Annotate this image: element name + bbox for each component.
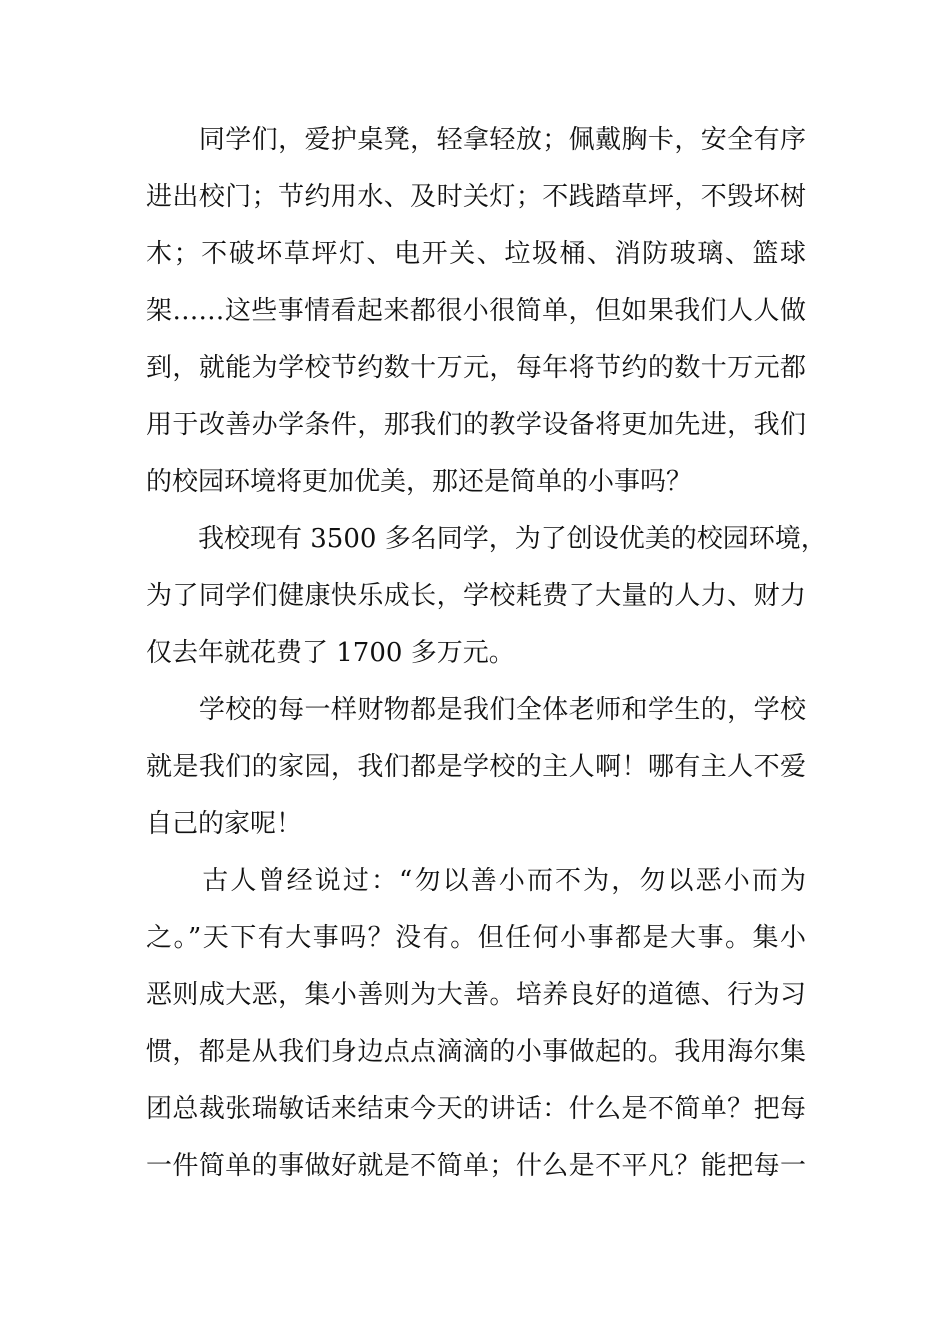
text-line: 一件简单的事做好就是不简单；什么是不平凡？能把每一 xyxy=(146,1151,806,1181)
text-line: 我校现有 3500 多名同学，为了创设优美的校园环境， xyxy=(146,524,827,554)
text-line: 学校的每一样财物都是我们全体老师和学生的，学校 xyxy=(146,695,806,725)
text-line: 同学们，爱护桌凳，轻拿轻放；佩戴胸卡，安全有序 xyxy=(146,125,806,155)
text-line: 惯，都是从我们身边点点滴滴的小事做起的。我用海尔集 xyxy=(146,1037,806,1067)
text-line: 仅去年就花费了 1700 多万元。 xyxy=(146,638,515,668)
text-line: 团总裁张瑞敏话来结束今天的讲话：什么是不简单？把每 xyxy=(146,1094,806,1124)
text-line: 木；不破坏草坪灯、电开关、垃圾桶、消防玻璃、篮球 xyxy=(146,239,806,269)
text-line: 进出校门；节约用水、及时关灯；不践踏草坪，不毁坏树 xyxy=(146,182,806,212)
text-line: 架……这些事情看起来都很小很简单，但如果我们人人做 xyxy=(146,296,806,326)
text-line: 的校园环境将更加优美，那还是简单的小事吗？ xyxy=(146,467,693,497)
text-line: 恶则成大恶，集小善则为大善。培养良好的道德、行为习 xyxy=(146,980,806,1010)
text-line: 自己的家呢！ xyxy=(146,809,303,839)
text-line: 就是我们的家园，我们都是学校的主人啊！哪有主人不爱 xyxy=(146,752,806,782)
text-line: 古人曾经说过：“勿以善小而不为，勿以恶小而为 xyxy=(146,866,806,896)
text-line: 用于改善办学条件，那我们的教学设备将更加先进，我们 xyxy=(146,410,806,440)
text-line: 为了同学们健康快乐成长，学校耗费了大量的人力、财力 xyxy=(146,581,806,611)
text-line: 到，就能为学校节约数十万元，每年将节约的数十万元都 xyxy=(146,353,806,383)
text-line: 之。”天下有大事吗？没有。但任何小事都是大事。集小 xyxy=(146,923,806,953)
